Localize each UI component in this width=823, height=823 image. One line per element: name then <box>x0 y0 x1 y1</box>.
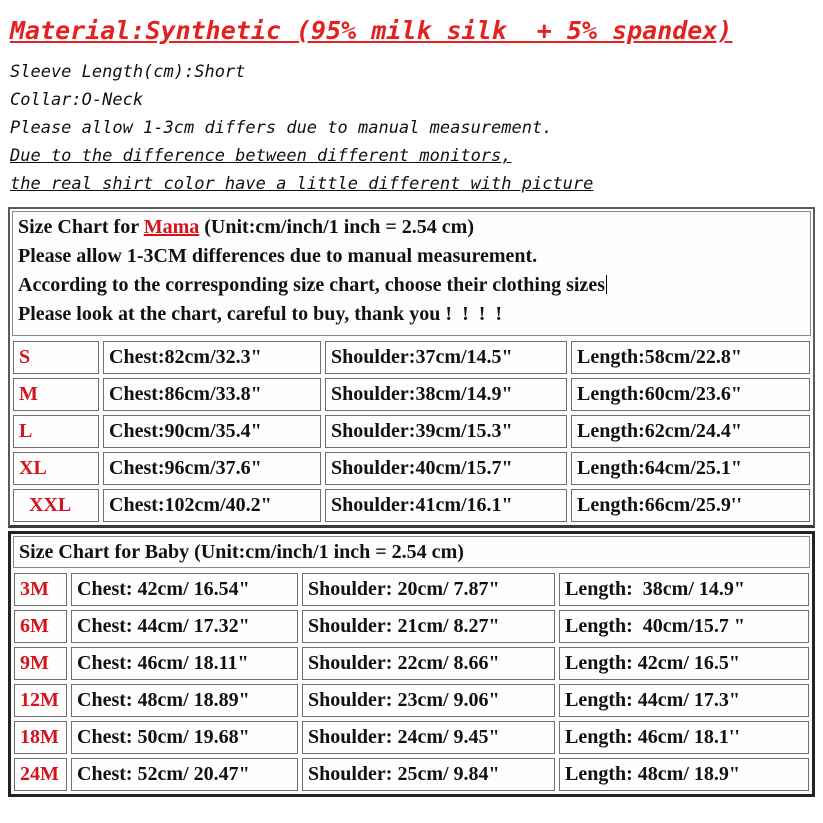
size-label: 18M <box>14 721 67 754</box>
spec-monitor-note-2: the real shirt color have a little different with picture <box>10 174 594 194</box>
chest-cell: Chest: 42cm/ 16.54" <box>71 573 298 606</box>
chest-cell: Chest:90cm/35.4" <box>103 415 321 448</box>
length-cell: Length: 44cm/ 17.3" <box>559 684 809 717</box>
shoulder-cell: Shoulder:39cm/15.3" <box>325 415 567 448</box>
spec-monitor-note-1: Due to the difference between different monitors, <box>10 146 512 166</box>
length-cell: Length:66cm/25.9'' <box>571 489 810 522</box>
length-cell: Length: 48cm/ 18.9" <box>559 758 809 791</box>
length-cell: Length: 42cm/ 16.5" <box>559 647 809 680</box>
mama-note-sizing: According to the corresponding size chart, choose their clothing sizes <box>18 274 605 296</box>
shoulder-cell: Shoulder:38cm/14.9" <box>325 378 567 411</box>
length-cell: Length: 38cm/ 14.9" <box>559 573 809 606</box>
chest-cell: Chest: 50cm/ 19.68" <box>71 721 298 754</box>
baby-chart-title: Size Chart for Baby (Unit:cm/inch/1 inch = 2.54 cm) <box>19 541 464 563</box>
mama-chart-header <box>12 211 811 336</box>
baby-size-table <box>13 572 810 792</box>
size-label: M <box>13 378 99 411</box>
shoulder-cell: Shoulder: 20cm/ 7.87" <box>302 573 555 606</box>
mama-note-thanks: Please look at the chart, careful to buy, thank you ! ! ! ! <box>18 303 503 325</box>
mama-note-measurement: Please allow 1-3CM differences due to manual measurement. <box>18 245 538 267</box>
size-label: 12M <box>14 684 67 717</box>
spec-measurement-note: Please allow 1-3cm differs due to manual measurement. <box>10 118 553 138</box>
shoulder-cell: Shoulder: 24cm/ 9.45" <box>302 721 555 754</box>
chest-cell: Chest: 44cm/ 17.32" <box>71 610 298 643</box>
mama-title-brand: Mama <box>143 216 200 238</box>
baby-size-chart <box>8 531 815 797</box>
length-cell: Length: 40cm/15.7 " <box>559 610 809 643</box>
size-label: L <box>13 415 99 448</box>
chest-cell: Chest: 48cm/ 18.89" <box>71 684 298 717</box>
shoulder-cell: Shoulder: 21cm/ 8.27" <box>302 610 555 643</box>
mama-chart-title <box>18 217 805 238</box>
size-label: S <box>13 341 99 374</box>
chest-cell: Chest: 52cm/ 20.47" <box>71 758 298 791</box>
shoulder-cell: Shoulder: 25cm/ 9.84" <box>302 758 555 791</box>
size-label: 3M <box>14 573 67 606</box>
size-label: 24M <box>14 758 67 791</box>
mama-size-chart <box>8 207 815 528</box>
size-label: 9M <box>14 647 67 680</box>
chest-cell: Chest: 46cm/ 18.11" <box>71 647 298 680</box>
text-caret <box>606 275 607 294</box>
size-label: 6M <box>14 610 67 643</box>
chest-cell: Chest:82cm/32.3" <box>103 341 321 374</box>
shoulder-cell: Shoulder: 22cm/ 8.66" <box>302 647 555 680</box>
chest-cell: Chest:96cm/37.6" <box>103 452 321 485</box>
spec-sleeve-length: Sleeve Length(cm):Short <box>10 62 246 82</box>
shoulder-cell: Shoulder:37cm/14.5" <box>325 341 567 374</box>
length-cell: Length:62cm/24.4" <box>571 415 810 448</box>
shoulder-cell: Shoulder:41cm/16.1" <box>325 489 567 522</box>
mama-title-prefix: Size Chart for <box>18 216 144 238</box>
mama-size-table <box>12 340 811 523</box>
spec-collar: Collar:O-Neck <box>10 90 144 110</box>
length-cell: Length:64cm/25.1" <box>571 452 810 485</box>
chest-cell: Chest:102cm/40.2" <box>103 489 321 522</box>
intro-block <box>8 16 815 198</box>
chest-cell: Chest:86cm/33.8" <box>103 378 321 411</box>
length-cell: Length:60cm/23.6" <box>571 378 810 411</box>
size-label: XL <box>13 452 99 485</box>
material-title: Material:Synthetic (95% milk silk + 5% spandex) <box>10 16 733 45</box>
mama-title-suffix: (Unit:cm/inch/1 inch = 2.54 cm) <box>199 216 474 238</box>
length-cell: Length:58cm/22.8" <box>571 341 810 374</box>
shoulder-cell: Shoulder: 23cm/ 9.06" <box>302 684 555 717</box>
shoulder-cell: Shoulder:40cm/15.7" <box>325 452 567 485</box>
length-cell: Length: 46cm/ 18.1'' <box>559 721 809 754</box>
baby-chart-header <box>13 536 810 568</box>
size-label: XXL <box>13 489 99 522</box>
